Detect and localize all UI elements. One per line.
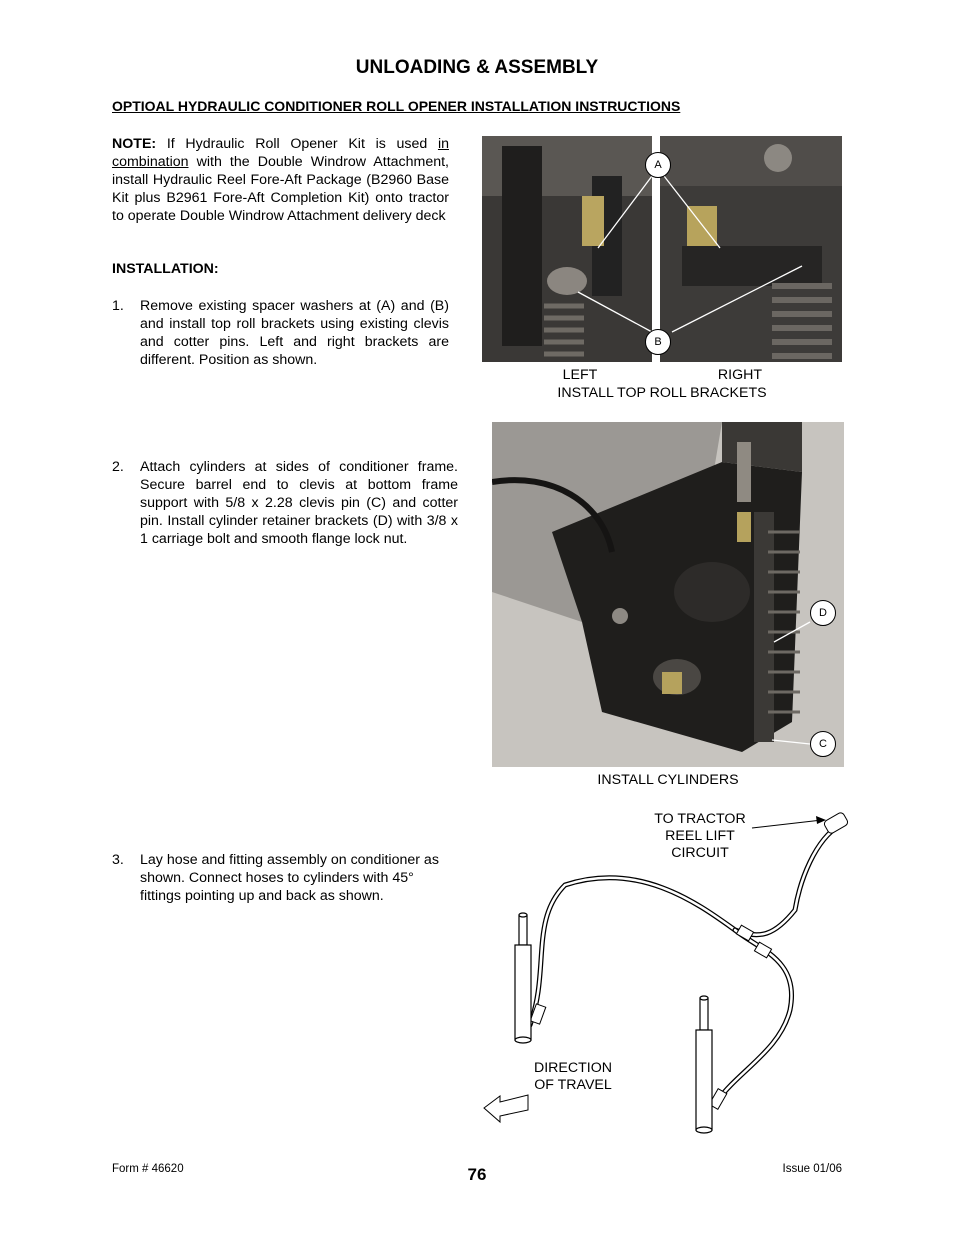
step-2 [112,458,458,547]
step-text: Remove existing spacer washers at (A) and (B) and install top roll brackets using existing clevis and cotter pins. Left and right brackets are different. Position as shown. [140,298,449,368]
issue-date: Issue 01/06 [782,1163,842,1175]
step-text: Lay hose and fitting assembly on conditioner as shown. Connect hoses to cylinders with 45° fittings pointing up and back as shown. [140,852,439,904]
note-label: NOTE: [112,136,157,152]
page-title: UNLOADING & ASSEMBLY [355,57,599,78]
tractor-label-1: TO TRACTOR [654,811,746,827]
cylinders-photo-illustration [492,422,844,767]
step-text: Attach cylinders at sides of conditioner frame. Secure barrel end to clevis at bottom frame support with 5/8 x 2.28 clevis pin (C) and cotter pin. Install cylinder retainer brackets (D) with 3/8 x 1 carriage bolt and smooth flange lock nut. [140,459,458,547]
step-number: 3. [112,852,124,868]
step-3 [112,851,449,911]
note-text-before: If Hydraulic Roll Opener Kit is used [156,136,438,152]
step-1 [112,297,449,377]
direction-label-2: OF TRAVEL [534,1077,612,1093]
page-number: 76 [467,1165,487,1184]
install-cylinders-photo [492,422,844,767]
callout-d: D [810,600,836,626]
right-label: RIGHT [717,367,763,383]
left-label: LEFT [562,367,598,383]
note-paragraph [112,135,449,225]
top-roll-brackets-photo [482,136,842,362]
figure2-caption: INSTALL CYLINDERS [597,772,739,788]
step-number: 2. [112,459,124,475]
direction-label-1: DIRECTION [533,1060,613,1076]
figure1-caption: INSTALL TOP ROLL BRACKETS [557,385,767,401]
tractor-label-3: CIRCUIT [671,845,729,861]
form-number: Form # 46620 [112,1163,184,1175]
callout-a: A [645,152,671,178]
callout-b: B [645,329,671,355]
section-subtitle: OPTIOAL HYDRAULIC CONDITIONER ROLL OPENER INSTALLATION INSTRUCTIONS [112,98,681,114]
step-number: 1. [112,298,124,314]
tractor-label-2: REEL LIFT [665,828,735,844]
installation-heading: INSTALLATION: [112,261,219,277]
callout-c: C [810,731,836,757]
note-text-after: with the Double Windrow Attachment, install Hydraulic Reel Fore-Aft Package (B2960 Base Kit plus B2961 Fore-Aft Completion Kit) onto tractor to operate Double Windrow Attachment delivery deck [112,154,449,224]
note-underlined: in combination [112,136,449,170]
